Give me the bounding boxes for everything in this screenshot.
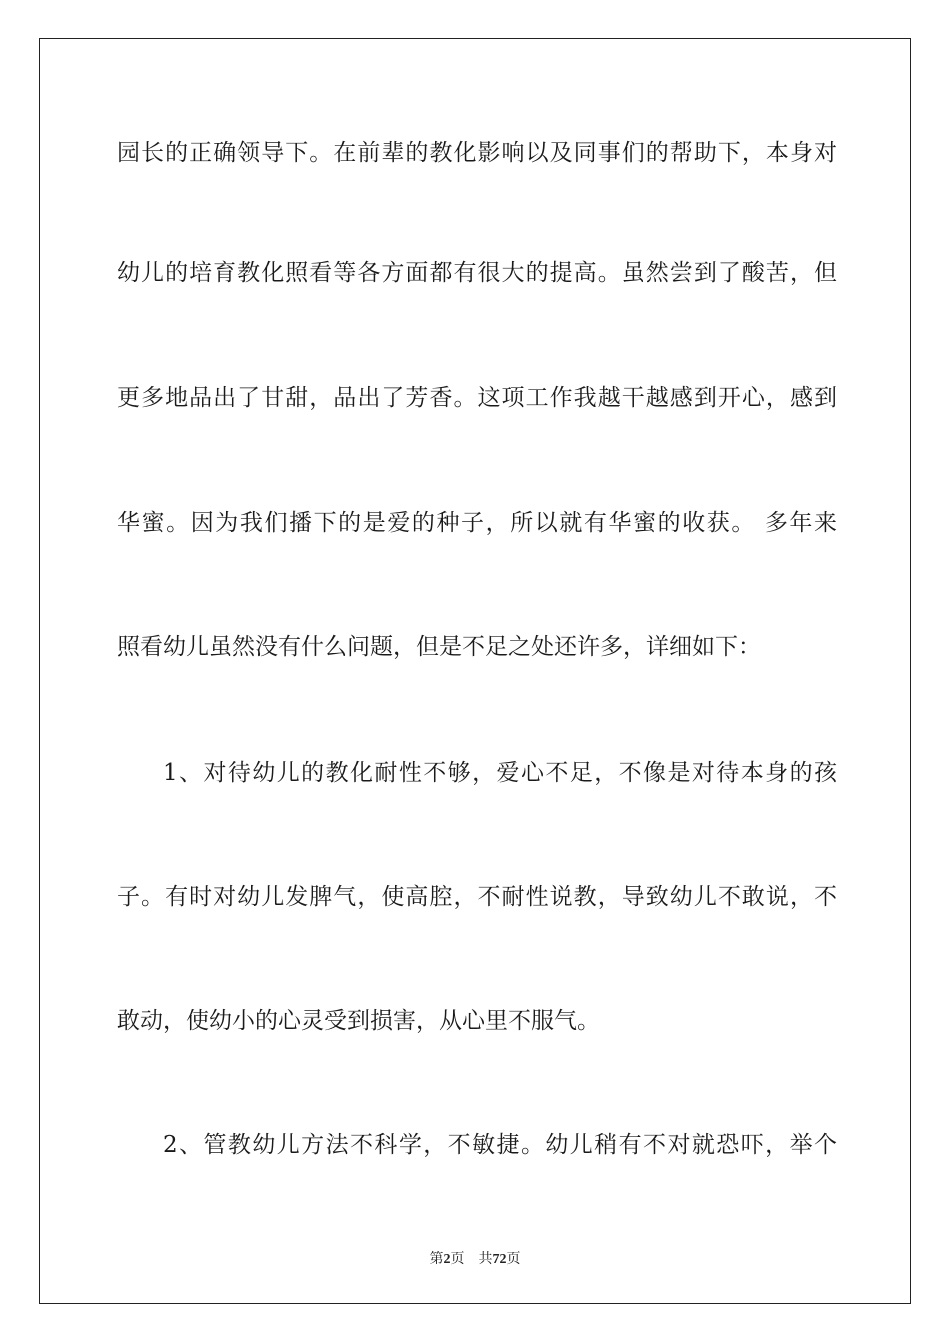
paragraph-line: 1、对待幼儿的教化耐性不够，爱心不足，不像是对待本身的孩 <box>163 760 837 786</box>
paragraph-line: 华蜜。因为我们播下的是爱的种子，所以就有华蜜的收获。 多年来 <box>117 510 837 536</box>
page-frame <box>39 38 911 1304</box>
paragraph-line: 园长的正确领导下。在前辈的教化影响以及同事们的帮助下，本身对 <box>117 140 837 166</box>
footer-total-suffix: 页 <box>506 1252 521 1267</box>
paragraph-line: 敢动，使幼小的心灵受到损害，从心里不服气。 <box>117 1008 600 1034</box>
paragraph-line: 更多地品出了甘甜，品出了芳香。这项工作我越干越感到开心，感到 <box>117 385 837 411</box>
page-footer <box>0 1248 950 1268</box>
footer-total-prefix: 共 <box>478 1252 493 1267</box>
current-page-number: 2 <box>443 1252 451 1267</box>
total-page-count: 72 <box>492 1252 507 1267</box>
paragraph-line: 幼儿的培育教化照看等各方面都有很大的提高。虽然尝到了酸苦，但 <box>117 260 837 286</box>
footer-page-suffix: 页 <box>450 1252 465 1267</box>
paragraph-line: 子。有时对幼儿发脾气，使高腔，不耐性说教，导致幼儿不敢说，不 <box>117 884 837 910</box>
paragraph-line: 2、管教幼儿方法不科学，不敏捷。幼儿稍有不对就恐吓，举个 <box>163 1132 837 1158</box>
footer-prefix: 第 <box>429 1252 444 1267</box>
paragraph-line: 照看幼儿虽然没有什么问题，但是不足之处还许多，详细如下： <box>117 634 761 660</box>
